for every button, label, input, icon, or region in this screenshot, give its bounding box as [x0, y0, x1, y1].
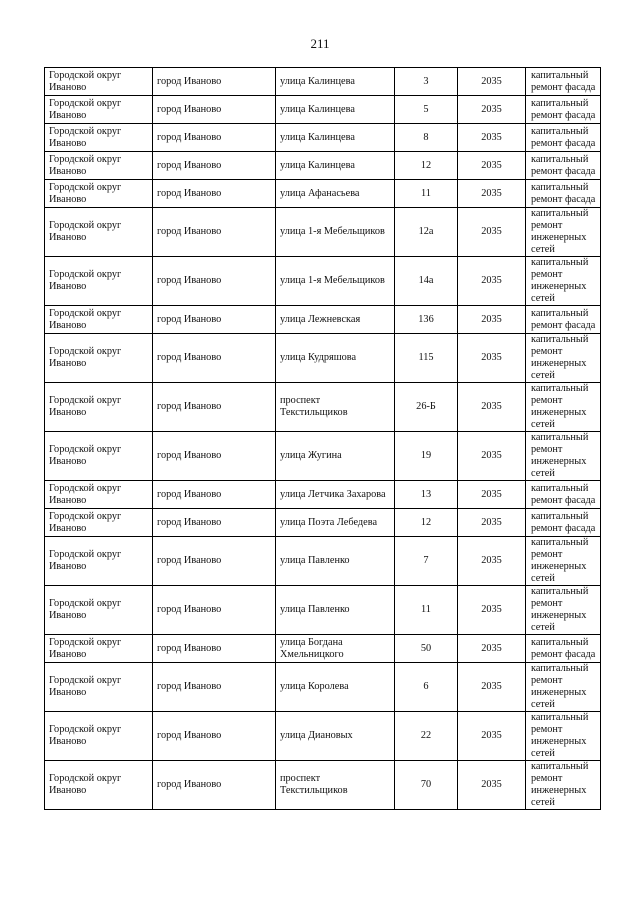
work-type-cell: капитальный ремонт фасада	[526, 180, 601, 208]
work-type-cell: капитальный ремонт фасада	[526, 96, 601, 124]
year-cell: 2035	[458, 96, 526, 124]
work-type-cell: капитальный ремонт фасада	[526, 509, 601, 537]
municipality-cell: Городской округ Иваново	[45, 208, 153, 257]
year-cell: 2035	[458, 124, 526, 152]
work-type-cell: капитальный ремонт инженерных сетей	[526, 761, 601, 810]
municipality-cell: Городской округ Иваново	[45, 537, 153, 586]
settlement-cell: город Иваново	[153, 334, 276, 383]
municipality-cell: Городской округ Иваново	[45, 180, 153, 208]
table-row	[45, 152, 601, 180]
year-cell: 2035	[458, 712, 526, 761]
street-cell: улица Летчика Захарова	[276, 481, 395, 509]
house-number-cell: 3	[395, 68, 458, 96]
year-cell: 2035	[458, 663, 526, 712]
year-cell: 2035	[458, 586, 526, 635]
street-cell: улица Калинцева	[276, 68, 395, 96]
table-body	[45, 68, 601, 810]
street-cell: улица Калинцева	[276, 152, 395, 180]
settlement-cell: город Иваново	[153, 208, 276, 257]
work-type-cell: капитальный ремонт фасада	[526, 481, 601, 509]
year-cell: 2035	[458, 432, 526, 481]
house-number-cell: 26-Б	[395, 383, 458, 432]
settlement-cell: город Иваново	[153, 509, 276, 537]
house-number-cell: 19	[395, 432, 458, 481]
street-cell: улица Диановых	[276, 712, 395, 761]
table-row	[45, 180, 601, 208]
work-type-cell: капитальный ремонт инженерных сетей	[526, 334, 601, 383]
year-cell: 2035	[458, 152, 526, 180]
settlement-cell: город Иваново	[153, 306, 276, 334]
street-cell: улица Калинцева	[276, 96, 395, 124]
municipality-cell: Городской округ Иваново	[45, 481, 153, 509]
registry-table	[44, 67, 601, 810]
table-row	[45, 383, 601, 432]
municipality-cell: Городской округ Иваново	[45, 334, 153, 383]
street-cell: улица Лежневская	[276, 306, 395, 334]
year-cell: 2035	[458, 334, 526, 383]
settlement-cell: город Иваново	[153, 432, 276, 481]
municipality-cell: Городской округ Иваново	[45, 68, 153, 96]
house-number-cell: 115	[395, 334, 458, 383]
house-number-cell: 22	[395, 712, 458, 761]
house-number-cell: 11	[395, 586, 458, 635]
street-cell: улица Калинцева	[276, 124, 395, 152]
settlement-cell: город Иваново	[153, 152, 276, 180]
municipality-cell: Городской округ Иваново	[45, 586, 153, 635]
table-row	[45, 208, 601, 257]
settlement-cell: город Иваново	[153, 96, 276, 124]
house-number-cell: 7	[395, 537, 458, 586]
street-cell: улица Королева	[276, 663, 395, 712]
municipality-cell: Городской округ Иваново	[45, 124, 153, 152]
house-number-cell: 12	[395, 152, 458, 180]
work-type-cell: капитальный ремонт инженерных сетей	[526, 383, 601, 432]
settlement-cell: город Иваново	[153, 537, 276, 586]
municipality-cell: Городской округ Иваново	[45, 432, 153, 481]
table-row	[45, 481, 601, 509]
house-number-cell: 12	[395, 509, 458, 537]
street-cell: улица Кудряшова	[276, 334, 395, 383]
table-row	[45, 509, 601, 537]
year-cell: 2035	[458, 761, 526, 810]
settlement-cell: город Иваново	[153, 761, 276, 810]
house-number-cell: 14а	[395, 257, 458, 306]
street-cell: улица Поэта Лебедева	[276, 509, 395, 537]
year-cell: 2035	[458, 68, 526, 96]
settlement-cell: город Иваново	[153, 712, 276, 761]
municipality-cell: Городской округ Иваново	[45, 635, 153, 663]
year-cell: 2035	[458, 306, 526, 334]
year-cell: 2035	[458, 509, 526, 537]
table-row	[45, 306, 601, 334]
year-cell: 2035	[458, 537, 526, 586]
work-type-cell: капитальный ремонт инженерных сетей	[526, 586, 601, 635]
table-row	[45, 432, 601, 481]
house-number-cell: 136	[395, 306, 458, 334]
house-number-cell: 13	[395, 481, 458, 509]
municipality-cell: Городской округ Иваново	[45, 663, 153, 712]
settlement-cell: город Иваново	[153, 635, 276, 663]
work-type-cell: капитальный ремонт фасада	[526, 306, 601, 334]
municipality-cell: Городской округ Иваново	[45, 712, 153, 761]
street-cell: проспект Текстильщиков	[276, 383, 395, 432]
municipality-cell: Городской округ Иваново	[45, 509, 153, 537]
table-row	[45, 712, 601, 761]
table-row	[45, 537, 601, 586]
table-row	[45, 334, 601, 383]
settlement-cell: город Иваново	[153, 180, 276, 208]
municipality-cell: Городской округ Иваново	[45, 152, 153, 180]
municipality-cell: Городской округ Иваново	[45, 257, 153, 306]
street-cell: улица 1-я Мебельщиков	[276, 257, 395, 306]
year-cell: 2035	[458, 635, 526, 663]
table-row	[45, 68, 601, 96]
street-cell: улица Павленко	[276, 586, 395, 635]
house-number-cell: 50	[395, 635, 458, 663]
year-cell: 2035	[458, 180, 526, 208]
street-cell: улица Павленко	[276, 537, 395, 586]
work-type-cell: капитальный ремонт инженерных сетей	[526, 537, 601, 586]
house-number-cell: 11	[395, 180, 458, 208]
municipality-cell: Городской округ Иваново	[45, 383, 153, 432]
table-row	[45, 257, 601, 306]
house-number-cell: 8	[395, 124, 458, 152]
work-type-cell: капитальный ремонт инженерных сетей	[526, 432, 601, 481]
table-row	[45, 96, 601, 124]
work-type-cell: капитальный ремонт инженерных сетей	[526, 208, 601, 257]
settlement-cell: город Иваново	[153, 124, 276, 152]
settlement-cell: город Иваново	[153, 663, 276, 712]
municipality-cell: Городской округ Иваново	[45, 306, 153, 334]
work-type-cell: капитальный ремонт инженерных сетей	[526, 257, 601, 306]
work-type-cell: капитальный ремонт инженерных сетей	[526, 663, 601, 712]
work-type-cell: капитальный ремонт фасада	[526, 152, 601, 180]
work-type-cell: капитальный ремонт фасада	[526, 635, 601, 663]
settlement-cell: город Иваново	[153, 257, 276, 306]
year-cell: 2035	[458, 481, 526, 509]
municipality-cell: Городской округ Иваново	[45, 96, 153, 124]
house-number-cell: 6	[395, 663, 458, 712]
work-type-cell: капитальный ремонт инженерных сетей	[526, 712, 601, 761]
house-number-cell: 12а	[395, 208, 458, 257]
table-row	[45, 663, 601, 712]
table-row	[45, 586, 601, 635]
settlement-cell: город Иваново	[153, 481, 276, 509]
settlement-cell: город Иваново	[153, 68, 276, 96]
street-cell: улица 1-я Мебельщиков	[276, 208, 395, 257]
municipality-cell: Городской округ Иваново	[45, 761, 153, 810]
street-cell: проспект Текстильщиков	[276, 761, 395, 810]
street-cell: улица Жугина	[276, 432, 395, 481]
street-cell: улица Богдана Хмельницкого	[276, 635, 395, 663]
house-number-cell: 5	[395, 96, 458, 124]
work-type-cell: капитальный ремонт фасада	[526, 124, 601, 152]
table-row	[45, 124, 601, 152]
year-cell: 2035	[458, 383, 526, 432]
work-type-cell: капитальный ремонт фасада	[526, 68, 601, 96]
settlement-cell: город Иваново	[153, 586, 276, 635]
house-number-cell: 70	[395, 761, 458, 810]
table-row	[45, 761, 601, 810]
page-number: 211	[310, 36, 330, 51]
table-row	[45, 635, 601, 663]
year-cell: 2035	[458, 208, 526, 257]
street-cell: улица Афанасьева	[276, 180, 395, 208]
year-cell: 2035	[458, 257, 526, 306]
settlement-cell: город Иваново	[153, 383, 276, 432]
